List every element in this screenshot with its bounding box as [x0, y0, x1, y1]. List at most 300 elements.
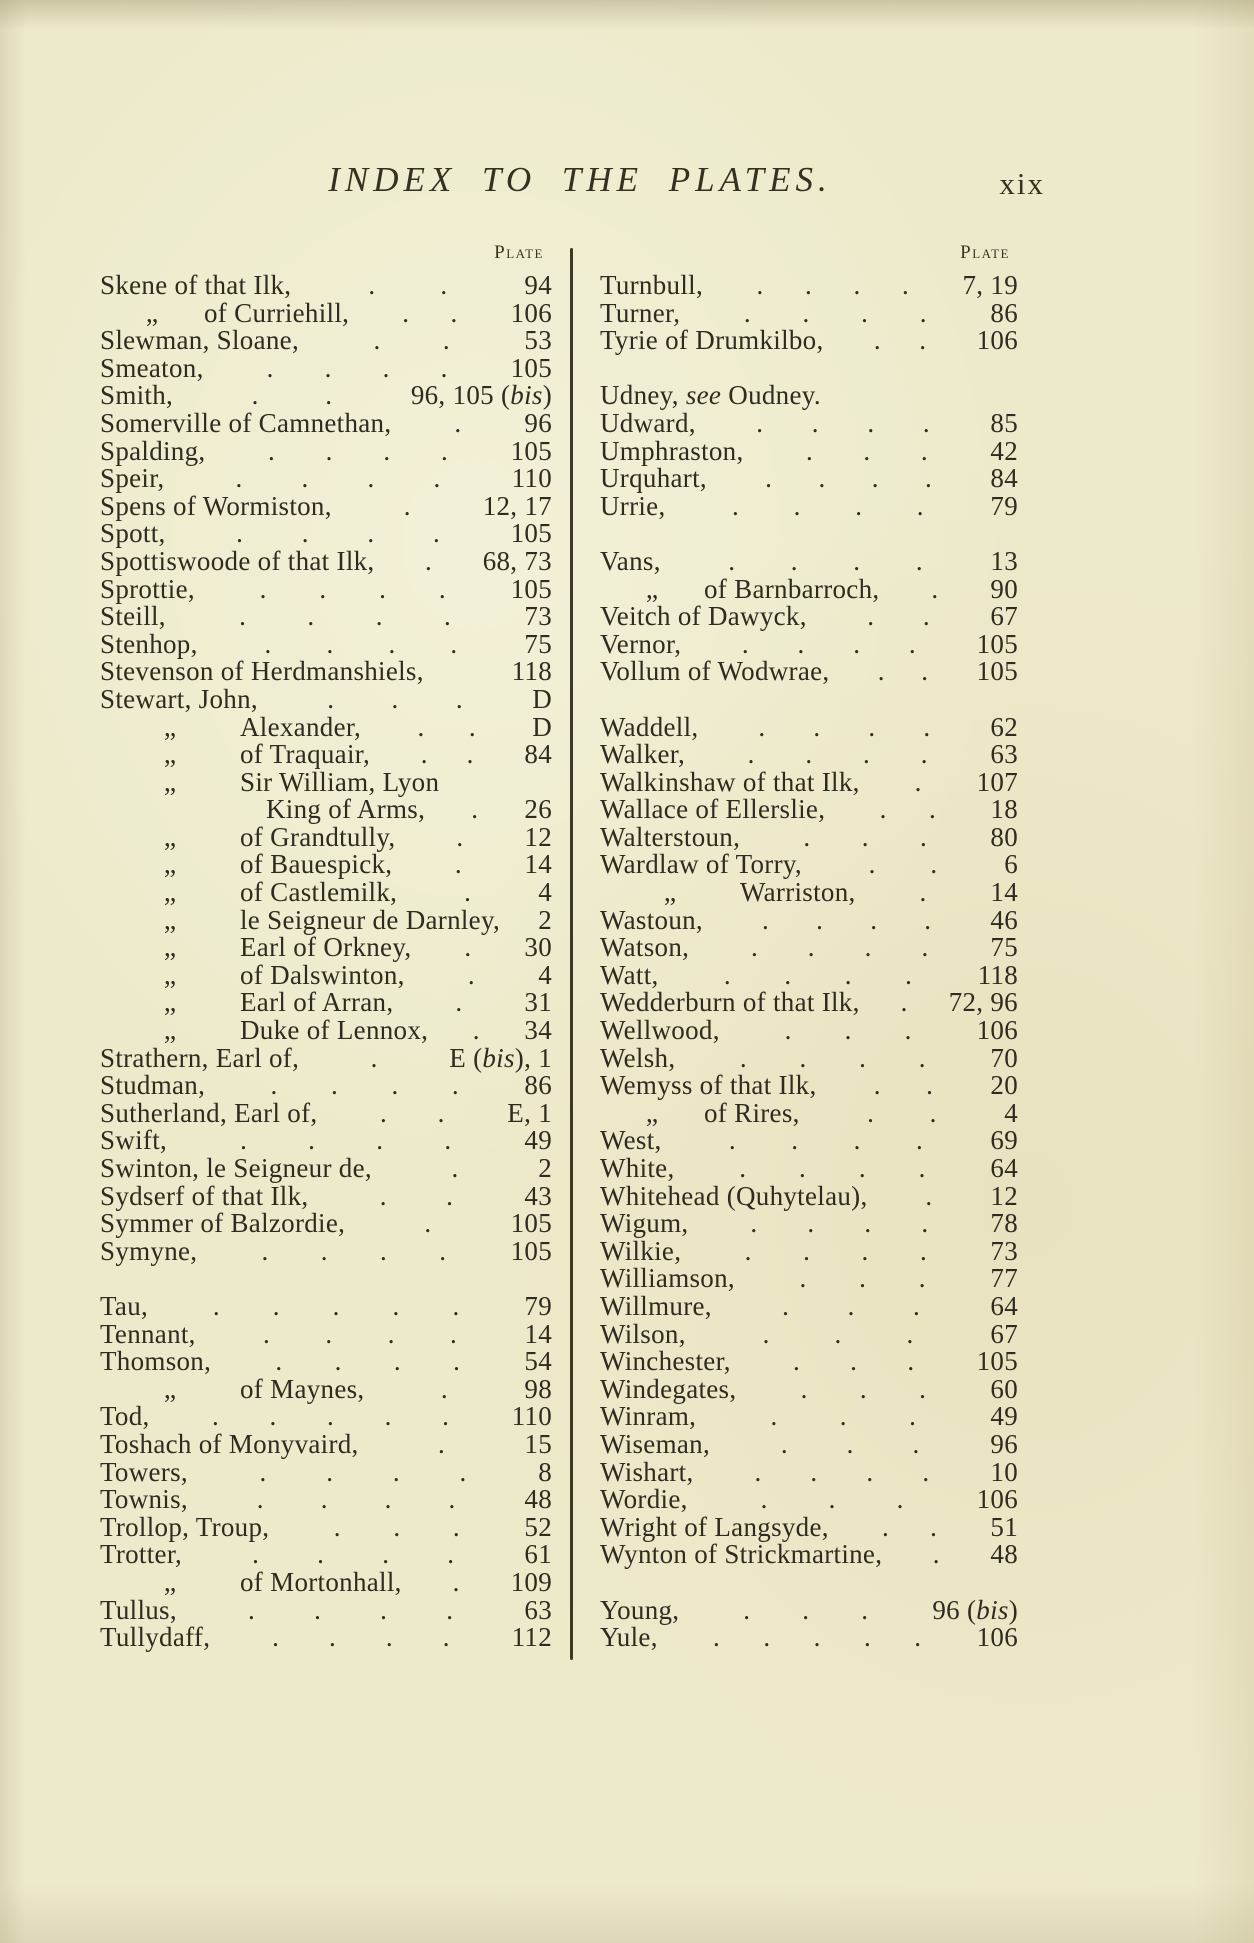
entry-name: Vernor, — [600, 628, 682, 659]
plate-number: 75 — [524, 628, 552, 659]
index-entry — [600, 989, 1018, 1017]
plate-number: 12 — [524, 821, 552, 852]
index-entry — [100, 603, 552, 631]
plate-number: 106 — [976, 325, 1018, 356]
leader-dots: . . . . — [739, 1044, 926, 1073]
entry-name: Stenhop, — [100, 628, 198, 659]
page-number: xix — [999, 166, 1045, 201]
plate-number: 4 — [1004, 1097, 1018, 1128]
plate-number: 105 — [510, 1208, 552, 1239]
index-entry — [600, 711, 1018, 742]
entry-name: Wilkie, — [600, 1235, 682, 1266]
leader-dots: . . . — [799, 1265, 926, 1293]
index-entry — [600, 934, 1018, 962]
plate-number: 80 — [990, 821, 1018, 852]
index-entry — [600, 1624, 1018, 1652]
leader-dots: . . — [368, 272, 448, 300]
ditto-mark: ,, — [164, 932, 176, 963]
entry-name: Walker, — [600, 739, 686, 770]
index-entry — [600, 1348, 1018, 1376]
leader-dots: . — [914, 768, 922, 797]
index-entry — [100, 1210, 552, 1238]
entry-name: Yule, — [600, 1622, 658, 1653]
plate-column-header-left: Plate — [494, 242, 544, 263]
index-entry — [100, 352, 552, 383]
entry-name: Studman, — [100, 1070, 206, 1101]
plate-number: 48 — [524, 1484, 552, 1515]
entry-name: Wellwood, — [600, 1015, 720, 1046]
plate-number: 78 — [990, 1208, 1018, 1239]
index-column-right — [600, 240, 1018, 1652]
index-entry — [100, 658, 552, 686]
entry-name: Winram, — [600, 1401, 697, 1432]
plate-number: 30 — [524, 932, 552, 963]
entry-name: Wardlaw of Torry, — [600, 849, 802, 880]
entry-name: Waddell, — [600, 711, 699, 742]
entry-name: Windegates, — [600, 1373, 737, 1404]
plate-number: E, 1 — [507, 1097, 552, 1128]
leader-dots: . — [455, 989, 463, 1018]
leader-dots: . . — [873, 327, 927, 355]
entry-name: Williamson, — [600, 1263, 735, 1294]
leader-dots: . . . — [782, 1292, 921, 1321]
entry-name: Udney, see Oudney. — [600, 380, 821, 411]
leader-dots: . . — [380, 1099, 445, 1128]
plate-number: 60 — [990, 1373, 1018, 1404]
index-entry — [100, 1017, 552, 1045]
entry-name: Wigum, — [600, 1208, 689, 1239]
entry-name: Umphraston, — [600, 435, 744, 466]
leader-dots: . . . — [803, 823, 928, 852]
index-entry — [100, 382, 552, 410]
index-entry — [100, 573, 552, 604]
leader-dots: . . . — [800, 1375, 927, 1404]
leader-dots: . . . . — [252, 1541, 455, 1569]
leader-dots: . . . . — [275, 1348, 461, 1376]
leader-dots: . . . . — [723, 961, 913, 990]
index-entry — [100, 327, 552, 355]
leader-dots: . . . . — [259, 575, 446, 604]
plate-number: 98 — [524, 1373, 552, 1404]
index-entry — [100, 1541, 552, 1569]
entry-name: Wordie, — [600, 1484, 688, 1515]
entry-name: Earl of Orkney, — [240, 932, 412, 963]
entry-name: Skene of that Ilk, — [100, 270, 292, 300]
leader-dots: . . . — [784, 1017, 912, 1045]
leader-dots: . — [454, 851, 462, 880]
entry-name: Walkinshaw of that Ilk, — [600, 766, 860, 797]
entry-name: Strathern, Earl of, — [100, 1042, 300, 1073]
plate-number: 73 — [990, 1235, 1018, 1266]
entry-name: Sir William, Lyon — [240, 766, 440, 797]
ditto-mark: ,, — [646, 1097, 658, 1128]
index-entry — [100, 1097, 552, 1128]
index-entry — [100, 1373, 552, 1404]
plate-number: 12, 17 — [482, 490, 552, 521]
entry-name: Wiseman, — [600, 1428, 711, 1459]
index-entry — [100, 934, 552, 962]
plate-column-header-right: Plate — [960, 242, 1010, 263]
ditto-mark: ,, — [646, 573, 658, 604]
leader-dots: . . — [868, 851, 938, 880]
plate-number: 68, 73 — [482, 545, 552, 576]
ditto-mark: ,, — [164, 766, 176, 797]
plate-number: 86 — [990, 297, 1018, 328]
index-entry — [600, 1265, 1018, 1293]
entry-name: Swift, — [100, 1125, 168, 1156]
entry-name: Earl of Arran, — [240, 987, 394, 1018]
index-entry — [100, 1180, 552, 1211]
index-entry — [100, 1318, 552, 1349]
leader-dots: . — [919, 879, 927, 907]
plate-number: 96, 105 (bis) — [410, 380, 552, 411]
entry-name: Watt, — [600, 959, 659, 990]
leader-dots: . . . — [805, 437, 928, 466]
index-entry — [100, 1594, 552, 1625]
leader-dots: . . . — [333, 1513, 460, 1542]
plate-number: 2 — [538, 904, 552, 935]
plate-number: 20 — [990, 1070, 1018, 1101]
ditto-mark: ,, — [164, 739, 176, 770]
index-entry — [100, 879, 552, 907]
index-entry — [600, 1318, 1018, 1349]
leader-dots: . . . . — [272, 1624, 450, 1652]
leader-dots: . . . . — [240, 1127, 452, 1155]
entry-name: Turnbull, — [600, 270, 703, 300]
index-entry — [600, 297, 1018, 328]
index-entry — [100, 1042, 552, 1073]
leader-dots: . . . . — [266, 354, 448, 383]
plate-number: 63 — [990, 739, 1018, 770]
plate-number: 109 — [510, 1566, 552, 1597]
leader-dots: . — [403, 492, 411, 521]
plate-number: 4 — [538, 959, 552, 990]
entry-name: Spottiswoode of that Ilk, — [100, 545, 375, 576]
entry-name: Tennant, — [100, 1318, 196, 1349]
entry-name: Willmure, — [600, 1290, 712, 1321]
leader-dots: . . . — [770, 1403, 917, 1431]
index-entry — [100, 1456, 552, 1487]
plate-number: 90 — [990, 573, 1018, 604]
leader-dots: . . . . — [741, 630, 916, 659]
entry-name: of Traquair, — [240, 739, 371, 770]
entry-name: Walterstoun, — [600, 821, 741, 852]
entry-name: of Mortonhall, — [240, 1566, 402, 1597]
leader-dots: . . . . — [747, 741, 928, 769]
leader-dots: . — [440, 1375, 448, 1404]
leader-dots: . . — [417, 713, 476, 742]
plate-number: 106 — [976, 1015, 1018, 1046]
index-entry — [600, 1373, 1018, 1404]
index-entry — [100, 490, 552, 521]
index-entry — [600, 1210, 1018, 1238]
plate-number: 110 — [511, 1401, 552, 1432]
index-entry — [100, 1235, 552, 1266]
plate-number: 96 (bis) — [932, 1594, 1018, 1625]
plate-number: 14 — [524, 1318, 552, 1349]
ditto-mark: ,, — [164, 821, 176, 852]
index-entry — [100, 1566, 552, 1597]
index-entry — [100, 796, 552, 824]
entry-name: Tullus, — [100, 1594, 177, 1625]
leader-dots: . . . . — [739, 1155, 926, 1183]
plate-number: 67 — [990, 601, 1018, 632]
leader-dots: . — [425, 547, 433, 576]
plate-number: 105 — [976, 1346, 1018, 1377]
leader-dots: . . . . — [235, 465, 441, 493]
leader-dots: . — [464, 879, 472, 907]
index-entry — [100, 520, 552, 548]
plate-number: 75 — [990, 932, 1018, 963]
entry-name: Welsh, — [600, 1042, 676, 1073]
plate-number: 85 — [990, 407, 1018, 438]
index-entry — [100, 741, 552, 769]
index-entry — [600, 821, 1018, 852]
leader-dots: . . . . — [765, 465, 933, 493]
ditto-mark: ,, — [164, 1015, 176, 1046]
entry-name: Spott, — [100, 518, 166, 549]
leader-dots: . . — [879, 796, 937, 824]
plate-number: 53 — [524, 325, 552, 356]
index-entry — [600, 465, 1018, 493]
entry-name: of Bauespick, — [240, 849, 393, 880]
plate-number: 49 — [990, 1401, 1018, 1432]
entry-name: Trotter, — [100, 1539, 183, 1570]
plate-number: 54 — [524, 1346, 552, 1377]
entry-name: Udward, — [600, 407, 696, 438]
index-entry — [600, 959, 1018, 990]
index-entry — [600, 382, 1018, 410]
leader-dots: . . — [373, 327, 450, 355]
leader-dots: . . . — [762, 1320, 914, 1349]
plate-number: 12 — [990, 1180, 1018, 1211]
leader-dots: . . . . — [750, 1210, 929, 1238]
plate-number: 84 — [990, 463, 1018, 494]
entry-name: Stewart, John, — [100, 683, 258, 714]
plate-number: 51 — [990, 1511, 1018, 1542]
entry-name: Urquhart, — [600, 463, 707, 494]
index-entry — [600, 1097, 1018, 1128]
index-entry — [600, 1511, 1018, 1542]
plate-number: 14 — [990, 877, 1018, 908]
plate-number: 112 — [511, 1622, 552, 1653]
plate-number: 110 — [511, 463, 552, 494]
entry-name: Whitehead (Quhytelau), — [600, 1180, 868, 1211]
plate-number: 106 — [510, 297, 552, 328]
leader-dots: . . . . . — [713, 1624, 922, 1652]
index-entry — [600, 879, 1018, 907]
index-entry — [600, 1072, 1018, 1100]
index-entry — [100, 989, 552, 1017]
leader-dots: . . . — [743, 1596, 869, 1625]
plate-number: 84 — [524, 739, 552, 770]
leader-dots: . — [424, 1210, 432, 1238]
leader-dots: . — [932, 1541, 940, 1569]
plate-number: 118 — [511, 656, 552, 687]
leader-dots: . — [931, 575, 939, 604]
entry-name: Alexander, — [240, 711, 362, 742]
index-entry — [100, 1155, 552, 1183]
entry-name: Stevenson of Herdmanshiels, — [100, 656, 424, 687]
index-entry — [600, 1594, 1018, 1625]
plate-number: 62 — [990, 711, 1018, 742]
entry-name: Wilson, — [600, 1318, 686, 1349]
entry-name: Somerville of Camnethan, — [100, 407, 392, 438]
index-entry — [100, 1348, 552, 1376]
leader-dots: . . . . — [263, 1320, 458, 1349]
plate-number: E (bis), 1 — [449, 1042, 552, 1073]
entry-name: Sydserf of that Ilk, — [100, 1180, 309, 1211]
index-entry — [600, 573, 1018, 604]
index-entry — [600, 1180, 1018, 1211]
plate-number: 107 — [976, 766, 1018, 797]
index-entry — [600, 741, 1018, 769]
index-entry — [600, 1235, 1018, 1266]
plate-number: 26 — [524, 794, 552, 825]
index-entry — [600, 490, 1018, 521]
entry-name: Slewman, Sloane, — [100, 325, 300, 356]
index-entry — [600, 904, 1018, 935]
leader-dots: . . — [379, 1182, 454, 1211]
entry-name: Spens of Wormiston, — [100, 490, 332, 521]
index-entry — [600, 1017, 1018, 1045]
entry-name: of Barnbarroch, — [704, 573, 880, 604]
plate-number: 14 — [524, 849, 552, 880]
entry-name: Tullydaff, — [100, 1622, 211, 1653]
plate-number: 64 — [990, 1290, 1018, 1321]
column-divider-rule — [570, 248, 573, 1660]
leader-dots: . . . . — [756, 409, 930, 438]
index-entry — [600, 851, 1018, 879]
leader-dots: . . . . — [270, 1072, 459, 1100]
leader-dots: . . . . — [728, 547, 923, 576]
leader-dots: . . . . — [236, 520, 441, 548]
leader-dots: . — [454, 409, 462, 438]
leader-dots: . . . — [792, 1348, 915, 1376]
index-entry — [600, 603, 1018, 631]
plate-number: 79 — [524, 1290, 552, 1321]
index-entry — [600, 1155, 1018, 1183]
plate-number: 105 — [976, 628, 1018, 659]
entry-name: Towers, — [100, 1456, 188, 1487]
leader-dots: . . . . — [758, 713, 931, 742]
leader-dots: . . . . — [256, 1486, 456, 1514]
leader-dots: . . — [881, 1513, 938, 1542]
plate-number: 72, 96 — [948, 987, 1018, 1018]
plate-number: 7, 19 — [962, 270, 1018, 300]
entry-name: Sprottie, — [100, 573, 195, 604]
index-entry — [100, 821, 552, 852]
entry-name: Winchester, — [600, 1346, 731, 1377]
entry-name: of Rires, — [704, 1097, 800, 1128]
plate-number: 96 — [990, 1428, 1018, 1459]
index-entry — [600, 435, 1018, 466]
leader-dots: . . . . — [247, 1596, 454, 1625]
leader-dots: . . . . — [744, 1237, 927, 1266]
plate-number: 77 — [990, 1263, 1018, 1294]
entry-name: Wynton of Strickmartine, — [600, 1539, 883, 1570]
plate-number: 48 — [990, 1539, 1018, 1570]
leader-dots: . . . . — [732, 492, 924, 521]
plate-number: 96 — [524, 407, 552, 438]
plate-number: 8 — [538, 1456, 552, 1487]
entry-name: Toshach of Monyvaird, — [100, 1428, 359, 1459]
leader-dots: . . . . — [743, 299, 927, 328]
index-entry — [100, 435, 552, 466]
leader-dots: . . — [251, 382, 333, 410]
plate-number: 106 — [976, 1622, 1018, 1653]
index-column-left — [100, 240, 552, 1652]
index-entry — [100, 297, 552, 328]
ditto-mark: ,, — [164, 987, 176, 1018]
entry-name: Smeaton, — [100, 352, 204, 383]
index-entry — [600, 1127, 1018, 1155]
leader-dots: . . . . — [750, 934, 929, 962]
entry-name: Wallace of Ellerslie, — [600, 794, 826, 825]
plate-number: 94 — [524, 270, 552, 300]
entry-name: Speir, — [100, 463, 165, 494]
entry-name: Steill, — [100, 601, 166, 632]
leader-dots: . . — [420, 741, 474, 769]
index-entry — [100, 711, 552, 742]
entry-name: Tod, — [100, 1401, 150, 1432]
plate-number: 46 — [990, 904, 1018, 935]
entry-name: Wedderburn of that Ilk, — [600, 987, 860, 1018]
ditto-mark: ,, — [664, 877, 676, 908]
ditto-mark: ,, — [164, 711, 176, 742]
entry-name: Wemyss of that Ilk, — [600, 1070, 817, 1101]
leader-dots: . — [925, 1182, 933, 1211]
leader-dots: . . — [877, 658, 929, 686]
leader-dots: . . . — [780, 1430, 920, 1459]
leader-dots: . . — [867, 1099, 937, 1128]
plate-number: 52 — [524, 1511, 552, 1542]
index-entry — [100, 272, 552, 300]
index-entry — [100, 683, 552, 714]
index-entry — [100, 1127, 552, 1155]
index-entry — [600, 796, 1018, 824]
index-entry — [600, 407, 1018, 438]
entry-name: Turner, — [600, 297, 681, 328]
entry-name: Tyrie of Drumkilbo, — [600, 325, 824, 356]
column-gap — [100, 1265, 552, 1293]
entry-name: of Grandtully, — [240, 821, 396, 852]
page-title: INDEX TO THE PLATES. — [328, 160, 832, 199]
plate-number: 105 — [976, 656, 1018, 687]
plate-number: 61 — [524, 1539, 552, 1570]
entry-name: Trollop, Troup, — [100, 1511, 270, 1542]
plate-number: 105 — [510, 518, 552, 549]
entry-name: Symyne, — [100, 1235, 198, 1266]
leader-dots: . . . . — [754, 1458, 930, 1487]
leader-dots: . — [467, 961, 475, 990]
leader-dots: . — [437, 1430, 446, 1459]
leader-dots: . . — [402, 299, 458, 328]
plate-number: 73 — [524, 601, 552, 632]
index-entry — [600, 1403, 1018, 1431]
index-entry — [100, 1072, 552, 1100]
leader-dots: . . . . — [762, 906, 932, 935]
leader-dots: . . . . — [268, 437, 449, 466]
leader-dots: . . . . . — [212, 1403, 450, 1431]
entry-name: Spalding, — [100, 435, 206, 466]
leader-dots: . — [456, 823, 464, 852]
ditto-mark: ,, — [164, 959, 176, 990]
leader-dots: . . . — [760, 1486, 904, 1514]
index-entry — [600, 1486, 1018, 1514]
column-gap — [600, 355, 1018, 383]
leader-dots: . . . — [327, 685, 463, 714]
